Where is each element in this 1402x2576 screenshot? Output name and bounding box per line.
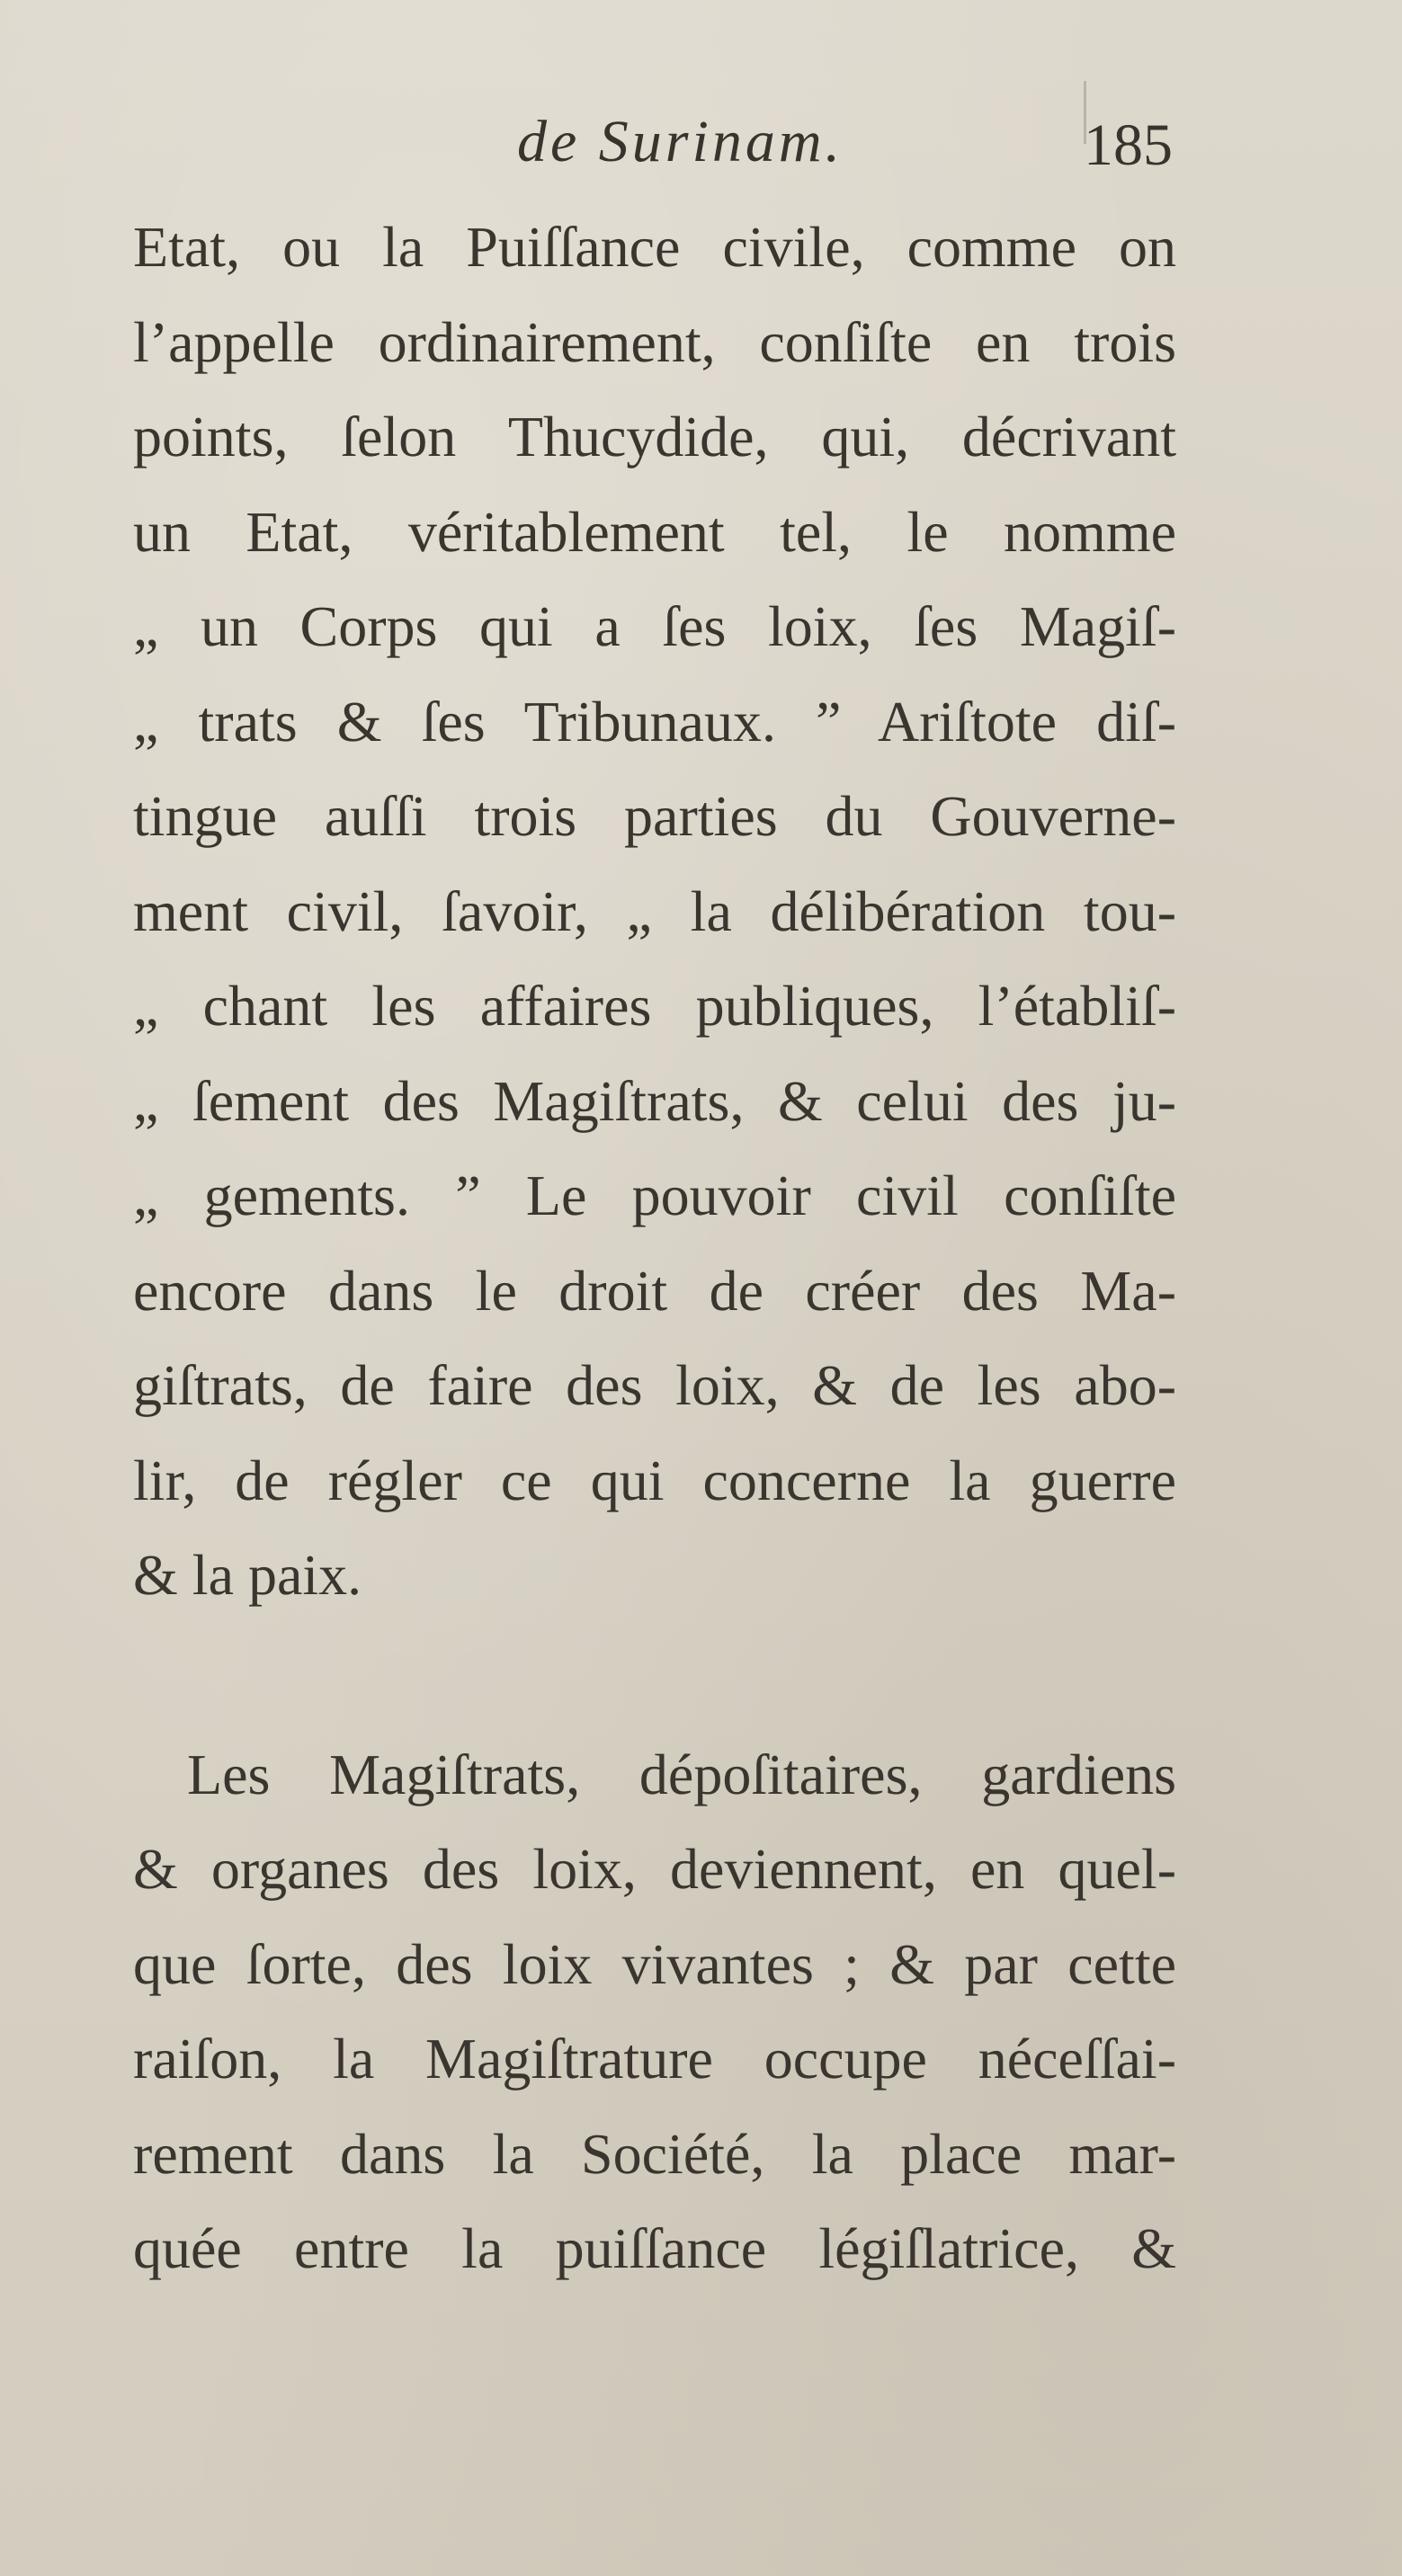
body-text — [133, 200, 1176, 2296]
paragraph-2 — [133, 1727, 1176, 2296]
text-line: que ſorte, des loix vivantes ; & par cette — [133, 1931, 1176, 1996]
paragraph-gap — [133, 1623, 1176, 1727]
text-line: points, ſelon Thucydide, qui, décrivant — [133, 405, 1176, 468]
text-line: „ un Corps qui a ſes loix, ſes Magiſ- — [133, 594, 1176, 658]
text-line: lir, de régler ce qui concerne la guerre — [133, 1448, 1176, 1512]
text-line: raiſon, la Magiſtrature occupe néceſſai- — [133, 2027, 1176, 2090]
paragraph-1 — [133, 200, 1176, 1623]
text-line: un Etat, véritablement tel, le nomme — [133, 499, 1176, 564]
text-line: quée entre la puiſſance légiſlatrice, & — [133, 2216, 1176, 2280]
text-line: tingue auſſi trois parties du Gouverne- — [133, 784, 1176, 848]
text-line: & organes des loix, deviennent, en quel- — [133, 1837, 1176, 1901]
text-line: l’appelle ordinairement, conſiſte en trois — [133, 309, 1176, 374]
text-line: & la paix. — [133, 1543, 362, 1607]
text-line: Etat, ou la Puiſſance civile, comme on — [133, 215, 1176, 279]
text-line: ment civil, ſavoir, „ la délibération tou- — [133, 878, 1176, 943]
text-line: encore dans le droit de créer des Ma- — [133, 1258, 1176, 1323]
text-line: „ gements. ” Le pouvoir civil conſiſte — [133, 1163, 1176, 1227]
page-number: 185 — [1084, 112, 1173, 178]
text-line: Les Magiſtrats, dépoſitaires, gardiens — [187, 1742, 1176, 1806]
text-line: „ chant les affaires publiques, l’établiſ- — [133, 974, 1176, 1038]
page-header — [0, 108, 1402, 180]
text-line: rement dans la Société, la place mar- — [133, 2121, 1176, 2186]
text-line: giſtrats, de faire des loix, & de les abo- — [133, 1353, 1176, 1417]
text-line: „ ſement des Magiſtrats, & celui des ju- — [133, 1068, 1176, 1133]
text-line: „ trats & ſes Tribunaux. ” Ariſtote diſ- — [133, 689, 1176, 753]
running-title: de Surinam. — [517, 109, 844, 174]
